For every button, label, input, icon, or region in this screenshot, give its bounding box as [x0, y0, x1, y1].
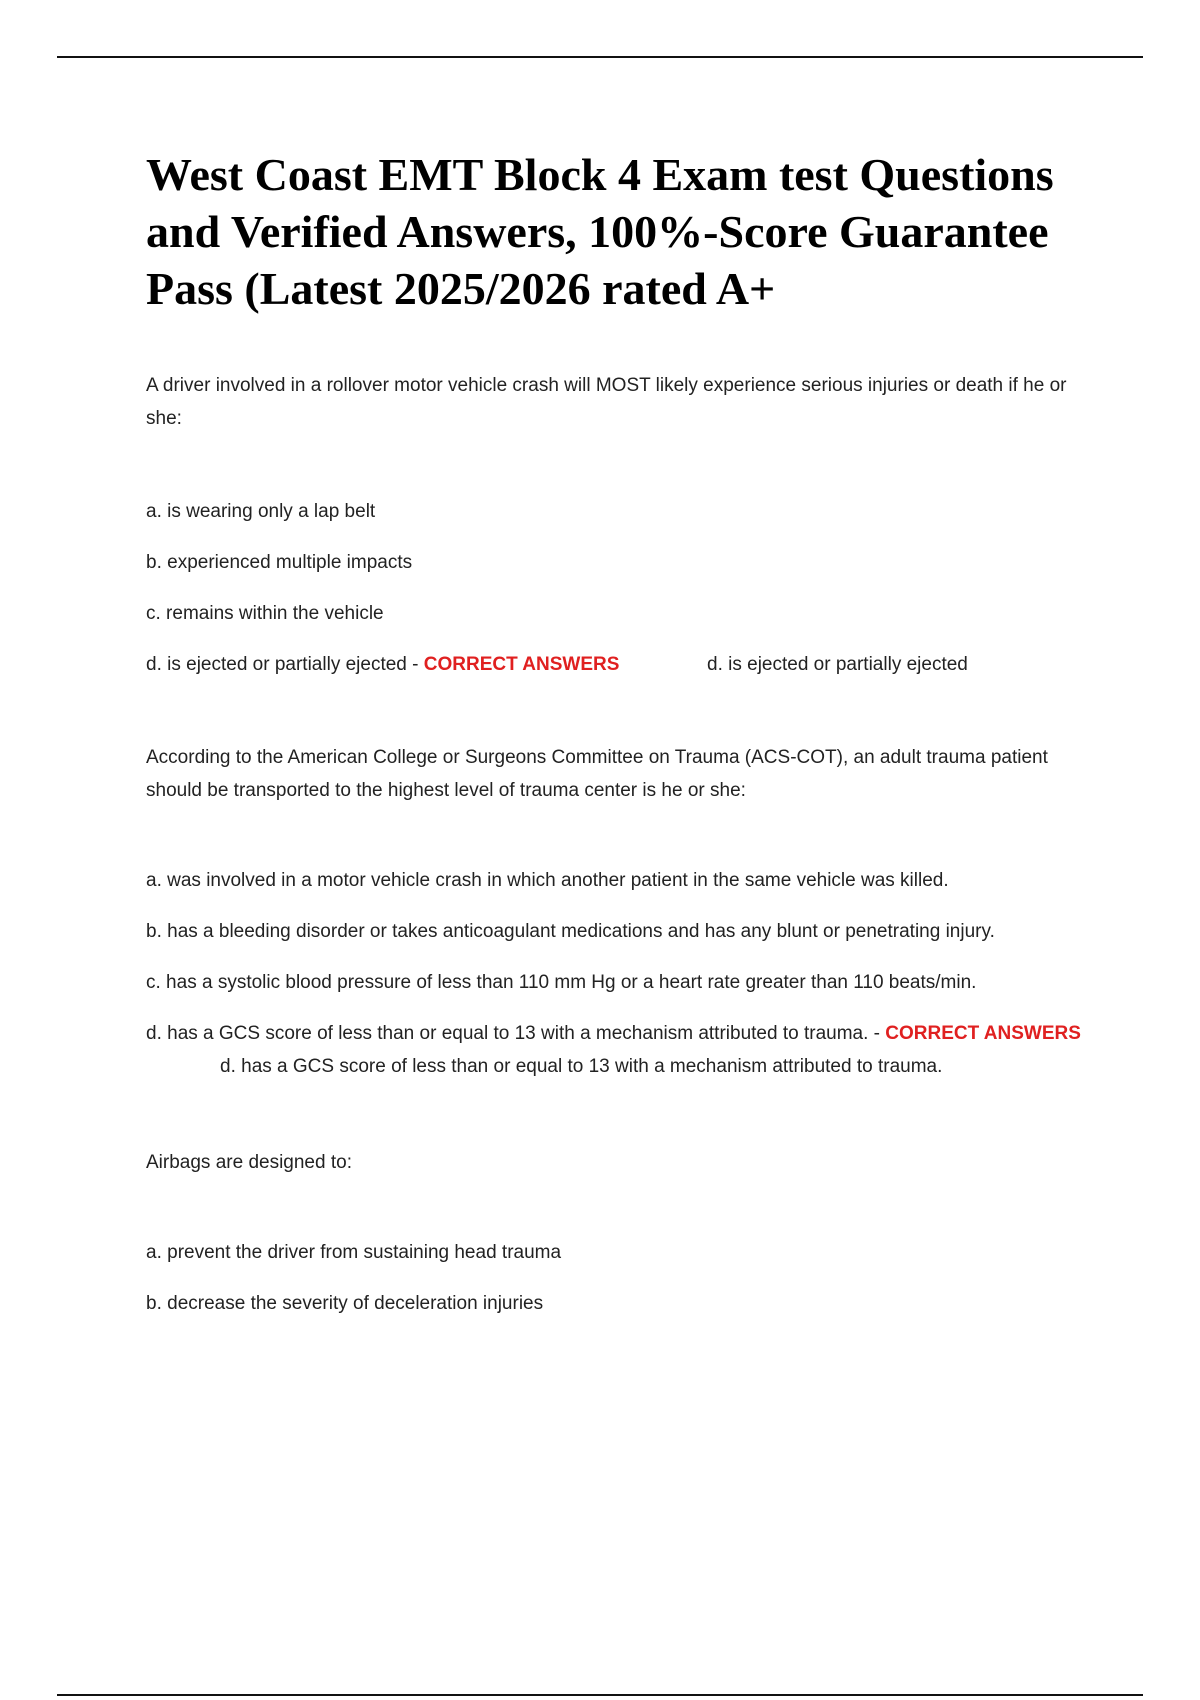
answer-text: d. has a GCS score of less than or equal to 13 with a mechanism attributed to trauma. [220, 1056, 943, 1077]
option-d-text: d. has a GCS score of less than or equal to 13 with a mechanism attributed to trauma. - [146, 1023, 880, 1044]
option-d [146, 648, 1106, 681]
option-a: a. was involved in a motor vehicle crash in which another patient in the same vehicle was killed. [146, 870, 949, 891]
option-b: b. experienced multiple impacts [146, 552, 413, 573]
answer-text: d. is ejected or partially ejected [707, 654, 968, 675]
option-b: b. has a bleeding disorder or takes anticoagulant medications and has any blunt or penetrating injury. [146, 921, 995, 942]
option-d-text: d. is ejected or partially ejected - [146, 654, 419, 675]
bottom-rule [57, 1694, 1143, 1696]
question-3: Airbags are designed to: [146, 1152, 352, 1173]
document-body [146, 146, 1106, 1320]
question-1-options [146, 495, 1106, 681]
question-3-options [146, 1236, 1106, 1320]
correct-answers-label: CORRECT ANSWERS [423, 654, 620, 675]
question-2: According to the American College or Surgeons Committee on Trauma (ACS-COT), an adult trauma patient should be transported to the highest level of trauma center is he or she: [146, 747, 1048, 801]
top-rule [57, 56, 1143, 58]
question-2-options [146, 864, 1106, 1083]
option-a: a. is wearing only a lap belt [146, 501, 376, 522]
correct-answers-label: CORRECT ANSWERS [885, 1023, 1081, 1044]
option-a: a. prevent the driver from sustaining head trauma [146, 1242, 562, 1263]
document-title: West Coast EMT Block 4 Exam test Questions and Verified Answers, 100%-Score Guarantee Pass (Latest 2025/2026 rated A+ [146, 149, 1054, 314]
option-d [146, 1017, 1106, 1083]
question-1: A driver involved in a rollover motor vehicle crash will MOST likely experience serious injuries or death if he or she: [146, 375, 1067, 429]
option-c: c. remains within the vehicle [146, 603, 384, 624]
option-b: b. decrease the severity of deceleration injuries [146, 1293, 544, 1314]
option-c: c. has a systolic blood pressure of less than 110 mm Hg or a heart rate greater than 110 beats/min. [146, 972, 977, 993]
